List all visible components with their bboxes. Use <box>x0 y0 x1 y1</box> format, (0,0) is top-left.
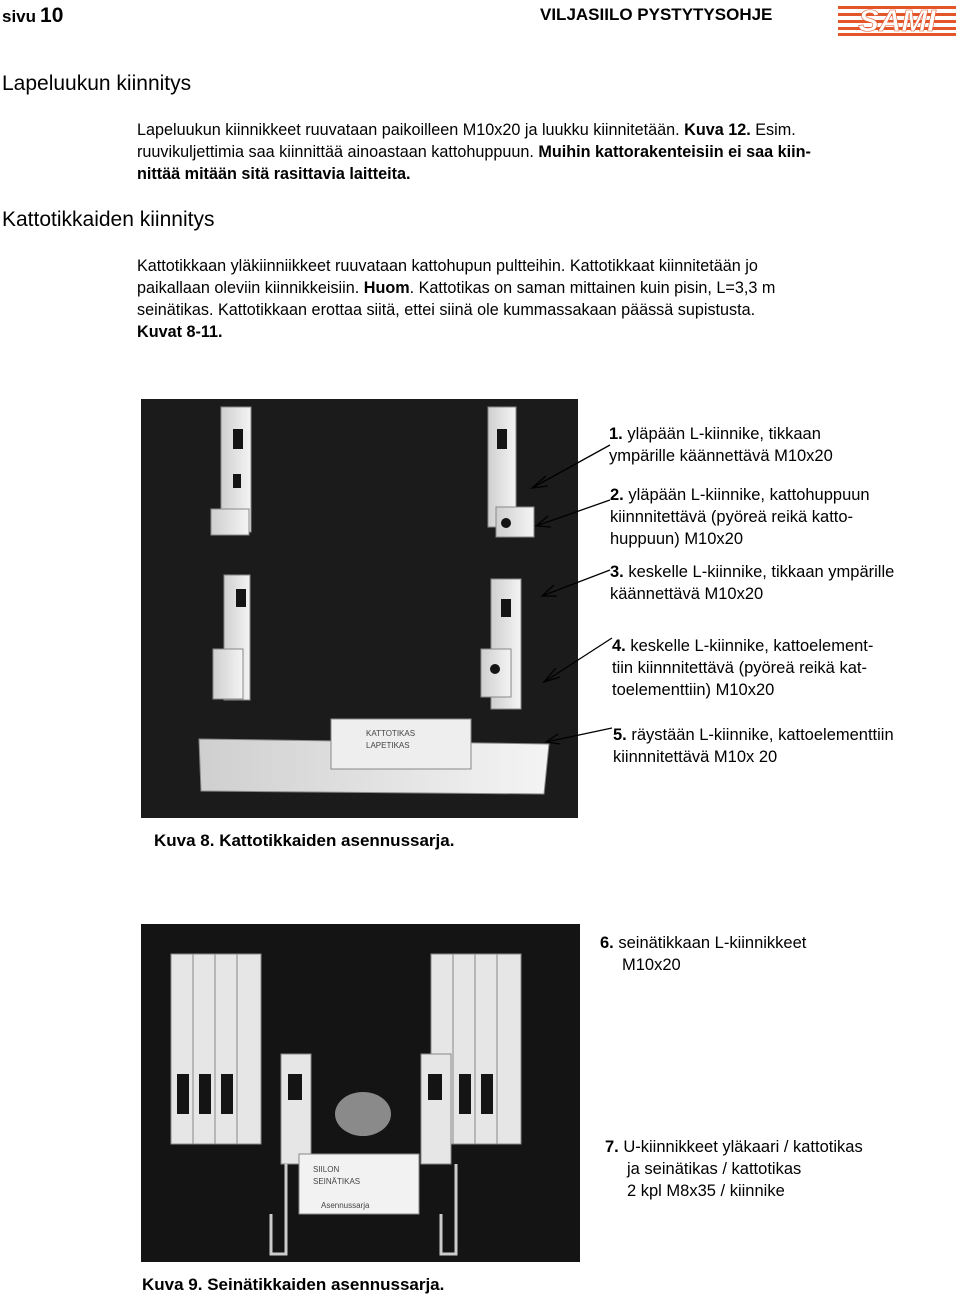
paragraph-kattotikkaat: Kattotikkaan yläkiinniikkeet ruuvataan kattohupun pultteihin. Kattotikkaat kiinnitetään jo paikallaan oleviin kiinnikkeisiin. Huom. Kattotikas on saman mittainen kuin pisin, L=3,3 m seinätikas. Kattotikkaan erottaa siitä, ettei siinä ole kummassakaan päässä supistusta. Kuvat 8-11. <box>137 257 776 341</box>
svg-text:SAMI: SAMI <box>858 4 936 36</box>
figure8-caption: Kuva 8. Kattotikkaiden asennussarja. <box>154 831 455 850</box>
figure9-brackets-illustration <box>141 924 580 1262</box>
svg-text:SIILON: SIILON <box>313 1165 340 1174</box>
svg-text:Asennussarja: Asennussarja <box>321 1201 370 1210</box>
svg-text:KATTOTIKAS: KATTOTIKAS <box>366 729 416 738</box>
document-title: VILJASIILO PYSTYTYSOHJE <box>540 5 773 24</box>
section-heading-lapeluukku: Lapeluukun kiinnitys <box>2 72 192 95</box>
figure8-item-1: 1. yläpään L-kiinnike, tikkaan ympärille käännettävä M10x20 <box>609 425 833 465</box>
page-number: 10 <box>40 4 64 27</box>
figure8-item-3: 3. keskelle L-kiinnike, tikkaan ympärille käännettävä M10x20 <box>610 563 895 603</box>
figure8-item-2: 2. yläpään L-kiinnike, kattohuppuun kiinnnitettävä (pyöreä reikä katto- huppuun) M10x20 <box>610 486 870 548</box>
figure9-item-7: 7. U-kiinnikkeet yläkaari / kattotikas ja seinätikas / kattotikas 2 kpl M8x35 / kiinnike <box>605 1138 863 1200</box>
page-number-label <box>2 4 63 28</box>
svg-text:SEINÄTIKAS: SEINÄTIKAS <box>313 1177 361 1186</box>
figure9-item-6: 6. seinätikkaan L-kiinnikkeet M10x20 <box>600 934 807 974</box>
figure8-item-5: 5. räystään L-kiinnike, kattoelementtiin kiinnnitettävä M10x 20 <box>613 726 894 766</box>
figure9-caption: Kuva 9. Seinätikkaiden asennussarja. <box>142 1275 445 1294</box>
sami-logo <box>838 4 956 36</box>
figure8-item-4: 4. keskelle L-kiinnike, kattoelement- tiin kiinnnitettävä (pyöreä reikä kat- toelementtiin) M10x20 <box>612 637 874 699</box>
paragraph-lapeluukku: Lapeluukun kiinnikkeet ruuvataan paikoilleen M10x20 ja luukku kiinnitetään. Kuva 12. Esim. ruuvikuljettimia saa kiinnittää ainoastaan kattohuppuun. Muihin kattorakenteisiin ei saa kiin- nittää mitään sitä rasittavia laitteita. <box>137 121 811 183</box>
figure8-brackets-illustration <box>141 399 578 818</box>
page-word: sivu <box>2 7 37 26</box>
figure8-arrows <box>520 420 620 760</box>
section-heading-kattotikkaat: Kattotikkaiden kiinnitys <box>2 208 215 231</box>
figure9-photo <box>141 924 580 1262</box>
svg-text:LAPETIKAS: LAPETIKAS <box>366 741 410 750</box>
figure8-photo <box>141 399 578 818</box>
